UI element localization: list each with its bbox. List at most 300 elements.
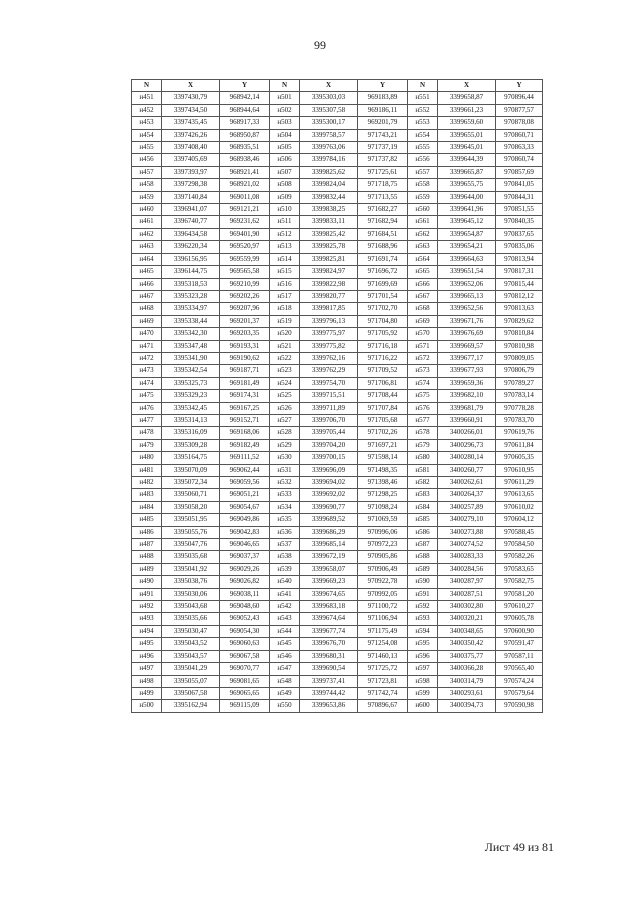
table-cell: н518 <box>270 303 300 315</box>
table-cell: 969231,62 <box>220 216 270 228</box>
table-row <box>132 700 543 712</box>
table-cell: 971069,59 <box>358 514 408 526</box>
table-cell: 969201,79 <box>358 117 408 129</box>
table-row <box>132 365 543 377</box>
table-cell: 3395051,95 <box>162 514 220 526</box>
table-cell: 970587,11 <box>496 650 543 662</box>
table-cell: 971704,80 <box>358 315 408 327</box>
table-cell: 3395043,68 <box>162 601 220 613</box>
table-cell: 969042,83 <box>220 526 270 538</box>
table-cell: н543 <box>270 613 300 625</box>
table-cell: 970619,76 <box>496 427 543 439</box>
table-cell: 3399682,10 <box>438 390 496 402</box>
table-cell: 3399763,06 <box>300 142 358 154</box>
table-cell: 3400348,65 <box>438 625 496 637</box>
table-cell: н586 <box>408 526 438 538</box>
table-cell: 3395043,57 <box>162 650 220 662</box>
table-cell: 3399824,04 <box>300 179 358 191</box>
table-cell: 3400283,33 <box>438 551 496 563</box>
table-cell: 971705,92 <box>358 328 408 340</box>
table-cell: 3395325,73 <box>162 377 220 389</box>
table-cell: 970783,70 <box>496 414 543 426</box>
table-cell: 3399644,39 <box>438 154 496 166</box>
table-cell: 969054,67 <box>220 501 270 513</box>
table-cell: 971100,72 <box>358 601 408 613</box>
table-cell: н587 <box>408 539 438 551</box>
table-cell: 970857,69 <box>496 166 543 178</box>
table-cell: н568 <box>408 303 438 315</box>
table-cell: 970840,35 <box>496 216 543 228</box>
table-cell: н502 <box>270 104 300 116</box>
table-cell: 969565,58 <box>220 266 270 278</box>
table-cell: 3399796,13 <box>300 315 358 327</box>
table-cell: 3400366,28 <box>438 663 496 675</box>
column-header: Y <box>496 80 543 92</box>
table-cell: н566 <box>408 278 438 290</box>
table-cell: 971737,82 <box>358 154 408 166</box>
table-cell: 968938,46 <box>220 154 270 166</box>
table-row <box>132 539 543 551</box>
table-cell: 3399744,42 <box>300 687 358 699</box>
table-cell: 971702,70 <box>358 303 408 315</box>
table-cell: 3395058,20 <box>162 501 220 513</box>
table-cell: н514 <box>270 253 300 265</box>
table-cell: н451 <box>132 92 162 104</box>
table-body <box>132 92 543 712</box>
table-cell: 3399655,01 <box>438 129 496 141</box>
column-header: X <box>438 80 496 92</box>
table-cell: 3399654,21 <box>438 241 496 253</box>
table-cell: 970812,12 <box>496 290 543 302</box>
table-cell: н532 <box>270 477 300 489</box>
table-cell: н497 <box>132 663 162 675</box>
table-cell: н510 <box>270 204 300 216</box>
table-cell: 3399775,82 <box>300 340 358 352</box>
table-cell: 970817,31 <box>496 266 543 278</box>
table-cell: 3397140,84 <box>162 191 220 203</box>
table-cell: 3399694,02 <box>300 477 358 489</box>
table-cell: н574 <box>408 377 438 389</box>
table-cell: 3399825,81 <box>300 253 358 265</box>
table-cell: 970579,64 <box>496 687 543 699</box>
table-cell: н524 <box>270 377 300 389</box>
table-cell: 3399686,29 <box>300 526 358 538</box>
table-cell: 971713,55 <box>358 191 408 203</box>
table-cell: н455 <box>132 142 162 154</box>
table-cell: 970591,47 <box>496 638 543 650</box>
table-cell: н556 <box>408 154 438 166</box>
table-cell: 3399715,51 <box>300 390 358 402</box>
table-row <box>132 154 543 166</box>
table-cell: 3395072,34 <box>162 477 220 489</box>
table-cell: н490 <box>132 576 162 588</box>
table-cell: 3399705,44 <box>300 427 358 439</box>
column-header: Y <box>358 80 408 92</box>
table-cell: 968944,64 <box>220 104 270 116</box>
table-cell: н594 <box>408 625 438 637</box>
table-cell: 969201,37 <box>220 315 270 327</box>
table-row <box>132 489 543 501</box>
table-cell: 970778,28 <box>496 402 543 414</box>
column-header: N <box>408 80 438 92</box>
table-row <box>132 290 543 302</box>
table-cell: 3399676,69 <box>438 328 496 340</box>
table-cell: н498 <box>132 675 162 687</box>
table-cell: 969168,06 <box>220 427 270 439</box>
table-cell: н453 <box>132 117 162 129</box>
table-cell: 3399775,97 <box>300 328 358 340</box>
table-cell: 3399659,60 <box>438 117 496 129</box>
table-cell: 3399651,54 <box>438 266 496 278</box>
table-cell: 968917,33 <box>220 117 270 129</box>
table-cell: 3395043,52 <box>162 638 220 650</box>
table-cell: н492 <box>132 601 162 613</box>
table-cell: н552 <box>408 104 438 116</box>
table-cell: н473 <box>132 365 162 377</box>
table-cell: н553 <box>408 117 438 129</box>
table-cell: 3396434,58 <box>162 228 220 240</box>
table-cell: 971716,22 <box>358 352 408 364</box>
table-cell: 969182,49 <box>220 439 270 451</box>
table-cell: 3399711,89 <box>300 402 358 414</box>
table-row <box>132 601 543 613</box>
table-cell: 3395070,09 <box>162 464 220 476</box>
table-cell: 971696,72 <box>358 266 408 278</box>
table-cell: н513 <box>270 241 300 253</box>
table-row <box>132 625 543 637</box>
table-cell: 968942,14 <box>220 92 270 104</box>
table-cell: н530 <box>270 452 300 464</box>
table-cell: н464 <box>132 253 162 265</box>
table-cell: н567 <box>408 290 438 302</box>
table-row <box>132 104 543 116</box>
table-cell: 3397435,45 <box>162 117 220 129</box>
table-cell: н529 <box>270 439 300 451</box>
table-cell: 3399690,54 <box>300 663 358 675</box>
table-cell: н493 <box>132 613 162 625</box>
table-cell: н463 <box>132 241 162 253</box>
table-cell: 970611,29 <box>496 477 543 489</box>
table-cell: 971254,08 <box>358 638 408 650</box>
table-cell: 3395300,17 <box>300 117 358 129</box>
table-cell: н499 <box>132 687 162 699</box>
table-cell: н519 <box>270 315 300 327</box>
table-cell: 3395041,92 <box>162 563 220 575</box>
table-cell: 3396144,75 <box>162 266 220 278</box>
table-cell: 3395035,66 <box>162 613 220 625</box>
table-cell: 3400287,51 <box>438 588 496 600</box>
table-cell: 3395329,23 <box>162 390 220 402</box>
table-cell: н536 <box>270 526 300 538</box>
table-cell: 3400264,37 <box>438 489 496 501</box>
table-row <box>132 501 543 513</box>
table-cell: н572 <box>408 352 438 364</box>
table-cell: 969038,11 <box>220 588 270 600</box>
table-cell: 3400394,73 <box>438 700 496 712</box>
table-row <box>132 687 543 699</box>
table-row <box>132 92 543 104</box>
table-cell: 3400273,88 <box>438 526 496 538</box>
table-cell: 3397298,38 <box>162 179 220 191</box>
table-cell: 970810,98 <box>496 340 543 352</box>
table-cell: 3399677,74 <box>300 625 358 637</box>
table-row <box>132 142 543 154</box>
table-cell: 3399706,70 <box>300 414 358 426</box>
table-cell: 970813,94 <box>496 253 543 265</box>
table-cell: 969401,90 <box>220 228 270 240</box>
table-cell: 3399685,14 <box>300 539 358 551</box>
table-cell: 970610,27 <box>496 601 543 613</box>
table-cell: н466 <box>132 278 162 290</box>
table-cell: 969203,35 <box>220 328 270 340</box>
table-cell: 969052,43 <box>220 613 270 625</box>
table-cell: 3399665,13 <box>438 290 496 302</box>
table-cell: 3399832,44 <box>300 191 358 203</box>
table-cell: 970611,84 <box>496 439 543 451</box>
table-row <box>132 427 543 439</box>
table-cell: 969059,56 <box>220 477 270 489</box>
table-cell: 3399641,96 <box>438 204 496 216</box>
table-cell: н564 <box>408 253 438 265</box>
table-cell: н526 <box>270 402 300 414</box>
coordinates-table <box>131 79 543 713</box>
table-cell: 969081,65 <box>220 675 270 687</box>
table-cell: 3400320,21 <box>438 613 496 625</box>
table-cell: н600 <box>408 700 438 712</box>
table-cell: 970610,95 <box>496 464 543 476</box>
table-cell: н531 <box>270 464 300 476</box>
table-cell: н471 <box>132 340 162 352</box>
table-cell: н593 <box>408 613 438 625</box>
table-cell: н475 <box>132 390 162 402</box>
table-cell: н486 <box>132 526 162 538</box>
table-cell: 971697,21 <box>358 439 408 451</box>
table-cell: 970574,24 <box>496 675 543 687</box>
table-cell: 971175,49 <box>358 625 408 637</box>
table-cell: 970841,05 <box>496 179 543 191</box>
table-cell: 968921,02 <box>220 179 270 191</box>
table-cell: 970863,33 <box>496 142 543 154</box>
table-cell: 969060,63 <box>220 638 270 650</box>
table-cell: н476 <box>132 402 162 414</box>
table-row <box>132 204 543 216</box>
table-cell: 969111,52 <box>220 452 270 464</box>
table-cell: 3395334,97 <box>162 303 220 315</box>
table-cell: н491 <box>132 588 162 600</box>
table-cell: 970905,86 <box>358 551 408 563</box>
table-cell: 969067,58 <box>220 650 270 662</box>
table-cell: 970809,05 <box>496 352 543 364</box>
table-cell: 3395342,54 <box>162 365 220 377</box>
table-cell: 3395162,94 <box>162 700 220 712</box>
table-cell: 970590,98 <box>496 700 543 712</box>
table-cell: н546 <box>270 650 300 662</box>
table-row <box>132 352 543 364</box>
table-cell: 3395307,58 <box>300 104 358 116</box>
table-cell: н597 <box>408 663 438 675</box>
table-cell: н456 <box>132 154 162 166</box>
table-cell: 970613,65 <box>496 489 543 501</box>
table-cell: 970565,40 <box>496 663 543 675</box>
table-cell: 970896,44 <box>496 92 543 104</box>
table-cell: 3399669,57 <box>438 340 496 352</box>
table-cell: 969152,71 <box>220 414 270 426</box>
table-cell: 3399658,07 <box>300 563 358 575</box>
table-cell: 3395030,47 <box>162 625 220 637</box>
sheet-footer: Лист 49 из 81 <box>484 840 554 854</box>
table-cell: 971682,27 <box>358 204 408 216</box>
table-cell: 3399645,01 <box>438 142 496 154</box>
table-cell: н583 <box>408 489 438 501</box>
table-cell: 3399754,70 <box>300 377 358 389</box>
table-row <box>132 278 543 290</box>
table-cell: 3399676,70 <box>300 638 358 650</box>
table-cell: 971706,81 <box>358 377 408 389</box>
table-cell: 971707,84 <box>358 402 408 414</box>
table-cell: н537 <box>270 539 300 551</box>
table-cell: 969051,21 <box>220 489 270 501</box>
table-cell: н562 <box>408 228 438 240</box>
table-cell: 971716,18 <box>358 340 408 352</box>
table-cell: 3399669,23 <box>300 576 358 588</box>
table-cell: н592 <box>408 601 438 613</box>
table-cell: 3399660,91 <box>438 414 496 426</box>
table-cell: 969190,62 <box>220 352 270 364</box>
table-cell: 3400257,89 <box>438 501 496 513</box>
table-cell: н591 <box>408 588 438 600</box>
table-cell: 3396740,77 <box>162 216 220 228</box>
table-row <box>132 588 543 600</box>
table-cell: н469 <box>132 315 162 327</box>
table-cell: 3400280,14 <box>438 452 496 464</box>
table-cell: н595 <box>408 638 438 650</box>
table-cell: 970582,26 <box>496 551 543 563</box>
table-cell: 3399654,87 <box>438 228 496 240</box>
table-cell: 3399737,41 <box>300 675 358 687</box>
column-header: N <box>132 80 162 92</box>
table-cell: н503 <box>270 117 300 129</box>
table-cell: н547 <box>270 663 300 675</box>
table-cell: 970851,55 <box>496 204 543 216</box>
table-cell: 3399644,00 <box>438 191 496 203</box>
table-cell: н477 <box>132 414 162 426</box>
table-row <box>132 228 543 240</box>
table-row <box>132 266 543 278</box>
table-cell: 970605,78 <box>496 613 543 625</box>
table-cell: 971701,54 <box>358 290 408 302</box>
table-cell: 3395055,76 <box>162 526 220 538</box>
table-cell: 971688,96 <box>358 241 408 253</box>
table-cell: н533 <box>270 489 300 501</box>
table-cell: н495 <box>132 638 162 650</box>
table-cell: 3399692,02 <box>300 489 358 501</box>
table-cell: 3399762,16 <box>300 352 358 364</box>
table-cell: 970813,63 <box>496 303 543 315</box>
table-header-row <box>132 80 543 92</box>
table-cell: 970582,75 <box>496 576 543 588</box>
table-cell: 970829,62 <box>496 315 543 327</box>
table-cell: 3399838,25 <box>300 204 358 216</box>
table-cell: 971598,14 <box>358 452 408 464</box>
table-cell: н501 <box>270 92 300 104</box>
table-cell: 969048,60 <box>220 601 270 613</box>
table-row <box>132 303 543 315</box>
table-cell: 3395035,68 <box>162 551 220 563</box>
table-row <box>132 551 543 563</box>
table-cell: 970583,65 <box>496 563 543 575</box>
table-cell: 3396156,95 <box>162 253 220 265</box>
table-cell: н511 <box>270 216 300 228</box>
column-header: Y <box>220 80 270 92</box>
table-cell: 3395323,28 <box>162 290 220 302</box>
table-row <box>132 129 543 141</box>
table-cell: 969187,71 <box>220 365 270 377</box>
table-cell: н565 <box>408 266 438 278</box>
table-cell: 970810,84 <box>496 328 543 340</box>
table-cell: н540 <box>270 576 300 588</box>
table-cell: 971098,24 <box>358 501 408 513</box>
table-cell: 3399700,15 <box>300 452 358 464</box>
table-cell: н485 <box>132 514 162 526</box>
table-cell: 3400314,79 <box>438 675 496 687</box>
table-cell: 3399652,06 <box>438 278 496 290</box>
table-cell: 3399825,42 <box>300 228 358 240</box>
table-cell: н459 <box>132 191 162 203</box>
table-cell: 970789,27 <box>496 377 543 389</box>
table-cell: 971743,21 <box>358 129 408 141</box>
table-cell: 3400274,52 <box>438 539 496 551</box>
table-cell: 3399655,75 <box>438 179 496 191</box>
table-cell: н579 <box>408 439 438 451</box>
table-row <box>132 675 543 687</box>
table-cell: 968950,87 <box>220 129 270 141</box>
table-row <box>132 638 543 650</box>
table-cell: н496 <box>132 650 162 662</box>
table-cell: 969174,31 <box>220 390 270 402</box>
table-cell: 970906,49 <box>358 563 408 575</box>
table-cell: 969037,37 <box>220 551 270 563</box>
table-cell: н515 <box>270 266 300 278</box>
table-cell: 3397426,26 <box>162 129 220 141</box>
table-cell: 971737,19 <box>358 142 408 154</box>
table-cell: н548 <box>270 675 300 687</box>
table-cell: н555 <box>408 142 438 154</box>
table-cell: 3399672,19 <box>300 551 358 563</box>
table-cell: н479 <box>132 439 162 451</box>
table-cell: 3399825,62 <box>300 166 358 178</box>
table-row <box>132 402 543 414</box>
table-cell: 3395318,53 <box>162 278 220 290</box>
table-cell: н478 <box>132 427 162 439</box>
table-cell: 970860,74 <box>496 154 543 166</box>
table-cell: 969121,21 <box>220 204 270 216</box>
table-cell: 971699,69 <box>358 278 408 290</box>
table-row <box>132 117 543 129</box>
table-cell: н589 <box>408 563 438 575</box>
table-cell: н460 <box>132 204 162 216</box>
table-cell: 3399758,57 <box>300 129 358 141</box>
table-cell: н484 <box>132 501 162 513</box>
table-cell: 3400262,61 <box>438 477 496 489</box>
table-cell: н578 <box>408 427 438 439</box>
table-cell: 3399689,52 <box>300 514 358 526</box>
table-cell: 3400375,77 <box>438 650 496 662</box>
table-cell: н489 <box>132 563 162 575</box>
table-row <box>132 377 543 389</box>
table-cell: 969026,82 <box>220 576 270 588</box>
column-header: X <box>300 80 358 92</box>
table-row <box>132 439 543 451</box>
